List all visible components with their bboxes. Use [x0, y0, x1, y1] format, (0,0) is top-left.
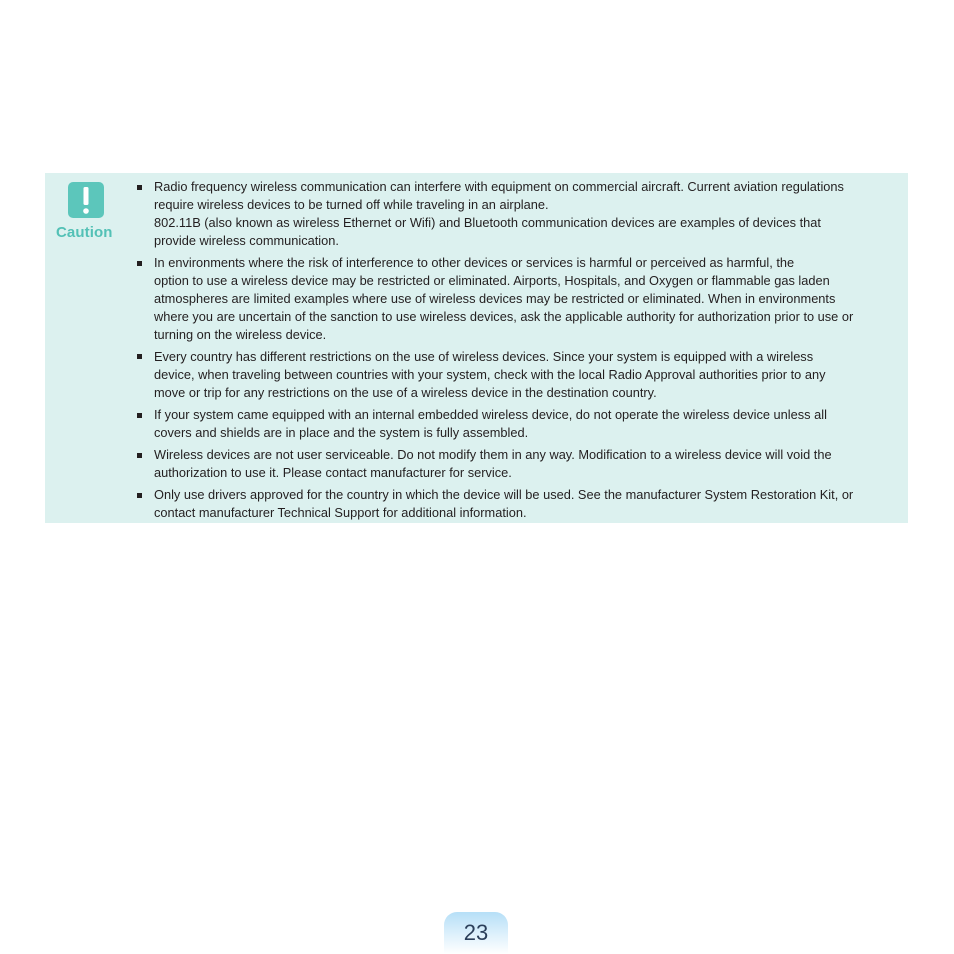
bullet-icon: [137, 261, 142, 266]
bullet-icon: [137, 453, 142, 458]
list-item: [136, 254, 901, 344]
list-item-line: Wireless devices are not user serviceable. Do not modify them in any way. Modification to a wireless device will void the: [154, 447, 832, 463]
list-item-line: Radio frequency wireless communication can interfere with equipment on commercial aircraft. Current aviation regulations: [154, 179, 844, 194]
bullet-icon: [137, 185, 142, 190]
bullet-icon: [137, 493, 142, 498]
list-item-line: Only use drivers approved for the country in which the device will be used. See the manufacturer System Restoration Kit, or: [154, 487, 854, 503]
list-item: [136, 446, 901, 482]
bullet-icon: [137, 354, 142, 359]
list-item-line: move or trip for any restrictions on the use of a wireless device in the destination country.: [154, 384, 657, 400]
list-item-line: If your system came equipped with an internal embedded wireless device, do not operate the wireless device unless all: [154, 407, 827, 423]
exclamation-icon: [68, 182, 104, 218]
list-item-line: atmospheres are limited examples where use of wireless devices may be restricted or eliminated. When in environments: [154, 290, 836, 306]
list-item-line: where you are uncertain of the sanction to use wireless devices, ask the applicable authority for authorization prior to use or: [154, 308, 854, 324]
caution-box: [45, 173, 908, 523]
list-item-line: require wireless devices to be turned off while traveling in an airplane.: [154, 196, 549, 212]
list-item-line: 802.11B (also known as wireless Ethernet or Wifi) and Bluetooth communication devices are examples of devices that: [154, 214, 821, 230]
bullet-icon: [137, 413, 142, 418]
list-item-line: device, when traveling between countries with your system, check with the local Radio Approval authorities prior to any: [154, 366, 826, 382]
caution-label: Caution: [56, 224, 113, 241]
list-item-line: covers and shields are in place and the system is fully assembled.: [154, 424, 529, 440]
list-item-line: In environments where the risk of interference to other devices or services is harmful or perceived as harmful, the: [154, 255, 795, 271]
list-item-line: contact manufacturer Technical Support for additional information.: [154, 505, 527, 521]
list-item: [136, 178, 901, 250]
list-item: [136, 486, 901, 522]
list-item: [136, 406, 901, 442]
list-item-line: provide wireless communication.: [154, 232, 339, 248]
list-item-line: option to use a wireless device may be restricted or eliminated. Airports, Hospitals, and Oxygen or flammable gas laden: [154, 272, 830, 288]
page-number-badge: [444, 912, 508, 954]
page-number: 23: [463, 920, 489, 945]
list-item-line: authorization to use it. Please contact manufacturer for service.: [154, 465, 512, 481]
list-item-line: Every country has different restrictions on the use of wireless devices. Since your system is equipped with a wireless: [154, 348, 814, 364]
list-item: [136, 348, 901, 402]
caution-list: [136, 178, 901, 527]
list-item-line: turning on the wireless device.: [154, 326, 327, 342]
